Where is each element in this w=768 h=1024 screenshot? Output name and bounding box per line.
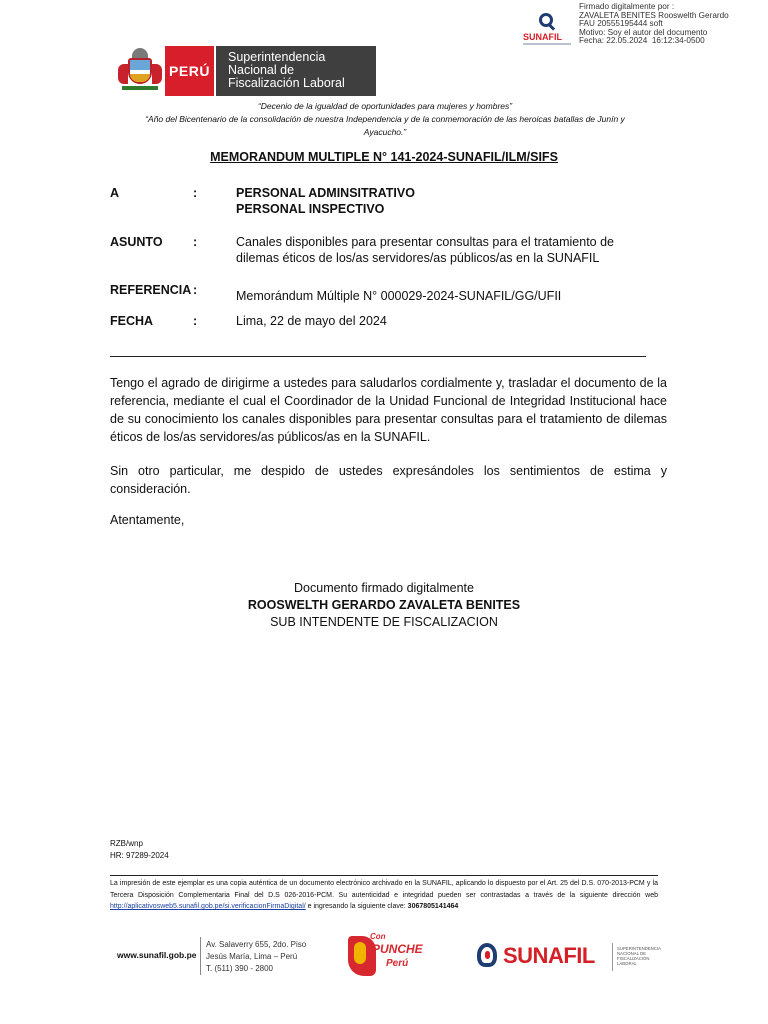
- signer-name: ROOSWELTH GERARDO ZAVALETA BENITES: [247, 598, 521, 612]
- closing: Atentamente,: [110, 513, 185, 527]
- signature-details: [579, 3, 729, 46]
- signature-note: Documento firmado digitalmente: [294, 581, 474, 595]
- stamp-logo-text: SUNAFIL: [523, 32, 562, 42]
- signature-line: Fecha: 22.05.2024 16:12:34-0500: [579, 36, 705, 46]
- field-label: A: [110, 186, 120, 200]
- sunafil-q-icon: [477, 943, 497, 967]
- separator-line: [110, 356, 646, 357]
- logo-subtext-line: SUPERINTENDENCIA: [617, 946, 661, 951]
- peru-label: PERÚ: [165, 46, 214, 96]
- con-punche-peru-logo: [348, 930, 434, 980]
- recipient-line: PERSONAL INSPECTIVO: [236, 202, 385, 216]
- phone-line: T. (511) 390 - 2800: [206, 964, 274, 973]
- body-paragraph: Tengo el agrado de dirigirme a ustedes para saludarlos cordialmente y, trasladar el documento de la referencia, mediante el cual el Coordinador de la Unidad Funcional de Integridad Institucional hace de su conocimiento los canales disponibles para presentar consultas para el tratamiento de dilemas éticos de los/as servidores/as públicos/as en la SUNAFIL.: [110, 376, 667, 444]
- subject-line: dilemas éticos de los/as servidores/as públicos/as en la SUNAFIL: [236, 251, 600, 265]
- field-value: [236, 185, 656, 217]
- footer-divider: [200, 937, 201, 975]
- sunafil-stamp-logo: [519, 7, 579, 47]
- signer-title: SUB INTENDENTE DE FISCALIZACION: [270, 615, 498, 629]
- campaign-text: Perú: [386, 958, 409, 969]
- signature-line: Firmado digitalmente por :: [579, 2, 675, 11]
- verification-key: 3067805141464: [407, 903, 459, 910]
- field-colon: :: [193, 314, 198, 328]
- legal-suffix: e ingresando la siguiente clave:: [305, 903, 408, 910]
- field-colon: :: [193, 186, 198, 200]
- logo-subtext-line: LABORAL: [617, 961, 637, 966]
- legal-notice: [110, 878, 658, 913]
- recipient-line: PERSONAL ADMINSITRATIVO: [236, 186, 415, 200]
- subject-line: Canales disponibles para presentar consultas para el tratamiento de: [236, 235, 615, 249]
- signature-line: FAU 20555195444 soft: [579, 19, 663, 29]
- footer-separator: [110, 875, 658, 876]
- digital-signature-stamp: [519, 3, 764, 49]
- sunafil-logo-subtext: [617, 946, 661, 966]
- logo-subtext-line: NACIONAL DE: [617, 951, 646, 956]
- initials: RZB/wnp: [110, 839, 143, 848]
- institution-line: Nacional de: [228, 63, 295, 77]
- address: [206, 939, 306, 975]
- address-line: Jesús María, Lima – Perú: [206, 952, 298, 961]
- anio-line: “Año del Bicentenario de la consolidación de nuestra Independencia y de la conmemoración de las heroicas batallas de Junín y: [145, 114, 625, 124]
- website-link[interactable]: www.sunafil.gob.pe: [117, 950, 197, 960]
- field-value: Lima, 22 de mayo del 2024: [236, 314, 387, 328]
- coat-of-arms-logo: [118, 46, 162, 94]
- verification-link[interactable]: http://aplicativosweb5.sunafil.gob.pe/si.verificacionFirmaDigital/: [110, 903, 306, 910]
- field-label: ASUNTO: [110, 235, 163, 249]
- field-label: REFERENCIA: [110, 283, 192, 297]
- institution-line: Fiscalización Laboral: [228, 76, 345, 90]
- field-label: FECHA: [110, 314, 154, 328]
- sunafil-footer-logo: [475, 937, 661, 977]
- legal-text: La impresión de este ejemplar es una copia auténtica de un documento electrónico archivado en la SUNAFIL, aplicando lo dispuesto por el Art. 25 del D.S. 070-2013-PCM y la Tercera Disposición Complementaria Final del D.S 026-2016-PCM. Su autenticidad e integridad pueden ser contrastadas a través de la siguiente dirección web: [110, 880, 658, 899]
- campaign-text: Con: [370, 932, 386, 941]
- institution-line: Superintendencia: [228, 50, 326, 64]
- field-value: Memorándum Múltiple N° 000029-2024-SUNAFIL/GG/UFII: [236, 289, 562, 303]
- body-paragraph: Sin otro particular, me despido de ustedes expresándoles los sentimientos de estima y consideración.: [110, 464, 667, 496]
- institution-name: [216, 46, 376, 96]
- memo-title: MEMORANDUM MULTIPLE N° 141-2024-SUNAFIL/ILM/SIFS: [210, 150, 558, 164]
- field-value: [236, 234, 656, 266]
- field-colon: :: [193, 283, 198, 297]
- hr-number: HR: 97289-2024: [110, 851, 169, 860]
- decenio-line: “Decenio de la igualdad de oportunidades para mujeres y hombres”: [257, 101, 513, 111]
- signature-line: Motivo: Soy el autor del documento: [579, 27, 708, 37]
- address-line: Av. Salaverry 655, 2do. Piso: [206, 940, 307, 949]
- official-year-names: [100, 100, 670, 139]
- campaign-text: PUNCHE: [372, 942, 423, 956]
- sunafil-logo-text: SUNAFIL: [503, 943, 595, 968]
- signature-line: ZAVALETA BENITES Rooswelth Gerardo: [579, 10, 729, 20]
- logo-subtext-line: FISCALIZACIÓN: [617, 956, 650, 961]
- anio-line: Ayacucho.”: [363, 127, 407, 137]
- field-colon: :: [193, 235, 198, 249]
